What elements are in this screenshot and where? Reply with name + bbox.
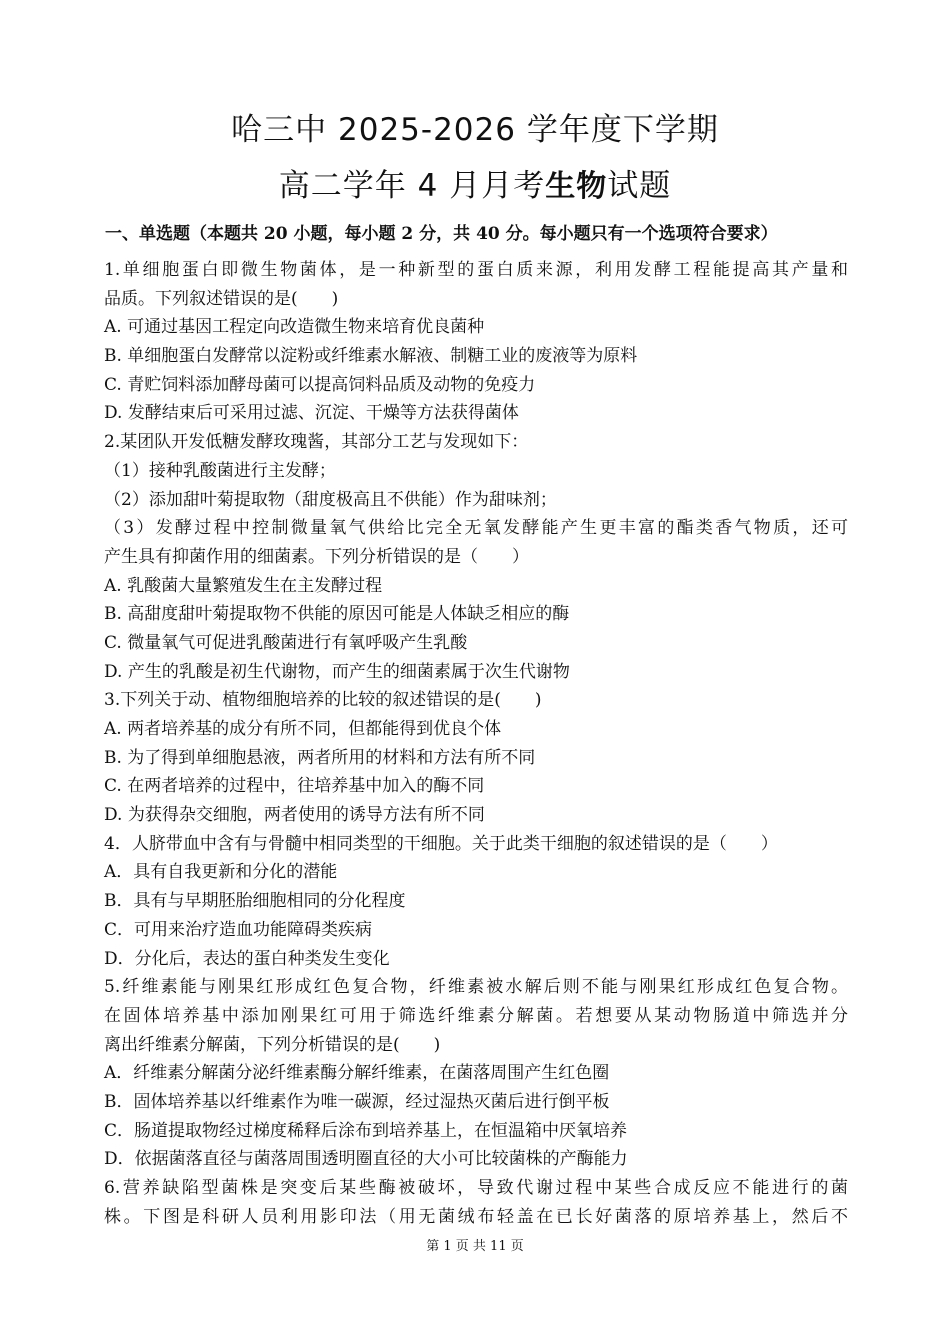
subtitle-prefix: 高二学年 4 月月考 [278,168,546,204]
text-line: A. 乳酸菌大量繁殖发生在主发酵过程 [104,575,383,596]
text-line: A. 两者培养基的成分有所不同，但都能得到优良个体 [104,719,502,739]
page-title: 哈三中 2025-2026 学年度下学期 [231,112,719,148]
text-line: C. 青贮饲料添加酵母菌可以提高饲料品质及动物的免疫力 [104,374,536,395]
subtitle-suffix: 试题 [607,168,672,204]
text-line: 6.营养缺陷型菌株是突变后某些酶被破坏，导致代谢过程中某些合成反应不能进行的菌 [104,1178,848,1198]
text-line: A．具有自我更新和分化的潜能 [104,862,338,883]
text-line: A．纤维素分解菌分泌纤维素酶分解纤维素，在菌落周围产生红色圈 [104,1063,610,1084]
page-subtitle [0,160,950,205]
text-line: D. 发酵结束后可采用过滤、沉淀、干燥等方法获得菌体 [104,403,519,424]
text-line: B. 高甜度甜叶菊提取物不供能的原因可能是人体缺乏相应的酶 [104,604,570,625]
text-line: D．依据菌落直径与菌落周围透明圈直径的大小可比较菌株的产酶能力 [104,1149,628,1170]
text-line: 离出纤维素分解菌，下列分析错误的是( ) [104,1034,441,1055]
text-line: A. 可通过基因工程定向改造微生物来培育优良菌种 [104,317,485,338]
text-line: B. 单细胞蛋白发酵常以淀粉或纤维素水解液、制糖工业的废液等为原料 [104,346,638,367]
text-line: 5.纤维素能与刚果红形成红色复合物，纤维素被水解后则不能与刚果红形成红色复合物。 [104,977,848,998]
text-line: B. 为了得到单细胞悬液，两者所用的材料和方法有所不同 [104,747,536,768]
text-line: （2）添加甜叶菊提取物（甜度极高且不供能）作为甜味剂； [104,489,557,510]
text-line: 株。下图是科研人员利用影印法（用无菌绒布轻盖在已长好菌落的原培养基上，然后不 [104,1206,848,1227]
section-heading: 一、单选题（本题共 20 小题，每小题 2 分，共 40 分。每小题只有一个选项符合要求） [105,224,778,244]
subtitle-subject: 生物 [545,169,608,204]
text-line: 产生具有抑菌作用的细菌素。下列分析错误的是（ ） [104,546,529,567]
page-footer: 第 1 页 共 11 页 [426,1239,524,1254]
text-line: 在固体培养基中添加刚果红可用于筛选纤维素分解菌。若想要从某动物肠道中筛选并分 [104,1005,848,1026]
text-line: 1.单细胞蛋白即微生物菌体，是一种新型的蛋白质来源，利用发酵工程能提高其产量和 [104,260,848,280]
text-line: （3）发酵过程中控制微量氧气供给比完全无氧发酵能产生更丰富的酯类香气物质，还可 [104,518,848,539]
text-line: C. 在两者培养的过程中，往培养基中加入的酶不同 [104,776,485,797]
text-line: 2.某团队开发低糖发酵玫瑰酱，其部分工艺与发现如下： [104,432,529,453]
text-line: 品质。下列叙述错误的是( ) [104,288,339,309]
text-line: D．分化后，表达的蛋白种类发生变化 [104,948,390,969]
text-line: C．肠道提取物经过梯度稀释后涂布到培养基上，在恒温箱中厌氧培养 [104,1120,628,1141]
text-line: C．可用来治疗造血功能障碍类疾病 [104,919,373,940]
text-line: （1）接种乳酸菌进行主发酵； [104,460,336,481]
question-body [104,256,848,1231]
text-line: 4．人脐带血中含有与骨髓中相同类型的干细胞。关于此类干细胞的叙述错误的是（ ） [104,833,778,854]
text-line: 3.下列关于动、植物细胞培养的比较的叙述错误的是( ) [104,690,542,711]
text-line: D. 为获得杂交细胞，两者使用的诱导方法有所不同 [104,805,485,826]
text-line: B．固体培养基以纤维素作为唯一碳源，经过湿热灭菌后进行倒平板 [104,1091,610,1112]
text-line: C. 微量氧气可促进乳酸菌进行有氧呼吸产生乳酸 [104,632,468,653]
text-line: D. 产生的乳酸是初生代谢物，而产生的细菌素属于次生代谢物 [104,661,570,682]
text-line: B．具有与早期胚胎细胞相同的分化程度 [104,891,406,912]
